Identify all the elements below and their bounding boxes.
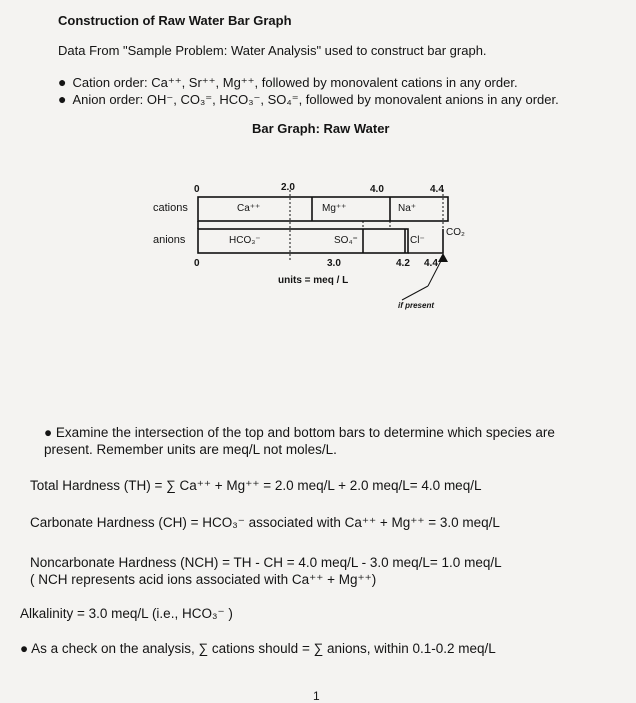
bottom-tick-4-4: 4.4: [424, 258, 438, 269]
top-tick-0: 0: [194, 184, 200, 195]
data-source-line: Data From "Sample Problem: Water Analysis" used to construct bar graph.: [58, 43, 487, 58]
carbonate-hardness-line: Carbonate Hardness (CH) = HCO₃⁻ associated with Ca⁺⁺ + Mg⁺⁺ = 3.0 meq/L: [30, 515, 500, 530]
present-arrow-tail: [402, 286, 428, 300]
page-title: Construction of Raw Water Bar Graph: [58, 13, 292, 28]
examine-paragraph: [44, 424, 604, 458]
nch-note-line: ( NCH represents acid ions associated with Ca⁺⁺ + Mg⁺⁺): [30, 572, 377, 587]
examine-text: Examine the intersection of the top and bottom bars to determine which species are present. Remember units are meq/L not moles/L.: [44, 425, 555, 457]
bullet-icon: ●: [20, 641, 32, 656]
check-line: [20, 641, 496, 656]
cations-row-label: cations: [153, 202, 188, 214]
top-tick-4-4: 4.4: [430, 184, 444, 195]
cation-order-text: Cation order: Ca⁺⁺, Sr⁺⁺, Mg⁺⁺, followed by monovalent cations in any order.: [72, 75, 518, 90]
bullet-icon: ●: [58, 74, 67, 90]
units-label: units = meq / L: [278, 275, 349, 286]
co2-label: CO₂: [446, 227, 465, 238]
bottom-tick-0: 0: [194, 258, 200, 269]
ca-label: Ca⁺⁺: [237, 203, 261, 214]
page-number: 1: [313, 689, 320, 703]
anions-row-label: anions: [153, 234, 186, 246]
top-tick-2-0: 2.0: [281, 182, 295, 193]
na-label: Na⁺: [398, 203, 417, 214]
bottom-tick-4-2: 4.2: [396, 258, 410, 269]
mg-label: Mg⁺⁺: [322, 203, 347, 214]
bullet-icon: ●: [44, 425, 56, 440]
arrow-head-icon: [438, 253, 448, 262]
chart-title: Bar Graph: Raw Water: [252, 121, 390, 136]
anion-order-text: Anion order: OH⁻, CO₃⁼, HCO₃⁻, SO₄⁼, followed by monovalent anions in any order.: [72, 92, 559, 107]
top-tick-4-0: 4.0: [370, 184, 384, 195]
alkalinity-line: Alkalinity = 3.0 meq/L (i.e., HCO₃⁻ ): [20, 606, 233, 621]
bottom-tick-3-0: 3.0: [327, 258, 341, 269]
total-hardness-line: Total Hardness (TH) = ∑ Ca⁺⁺ + Mg⁺⁺ = 2.0 meq/L + 2.0 meq/L= 4.0 meq/L: [30, 478, 482, 493]
bullet-icon: ●: [58, 91, 67, 107]
noncarbonate-hardness-line: Noncarbonate Hardness (NCH) = TH - CH = 4.0 meq/L - 3.0 meq/L= 1.0 meq/L: [30, 555, 502, 570]
present-note: if present: [398, 301, 435, 310]
so4-label: SO₄⁼: [334, 235, 358, 246]
check-text: As a check on the analysis, ∑ cations should = ∑ anions, within 0.1-0.2 meq/L: [31, 641, 496, 656]
cl-label: Cl⁻: [410, 235, 425, 246]
hco3-label: HCO₃⁻: [229, 235, 261, 246]
